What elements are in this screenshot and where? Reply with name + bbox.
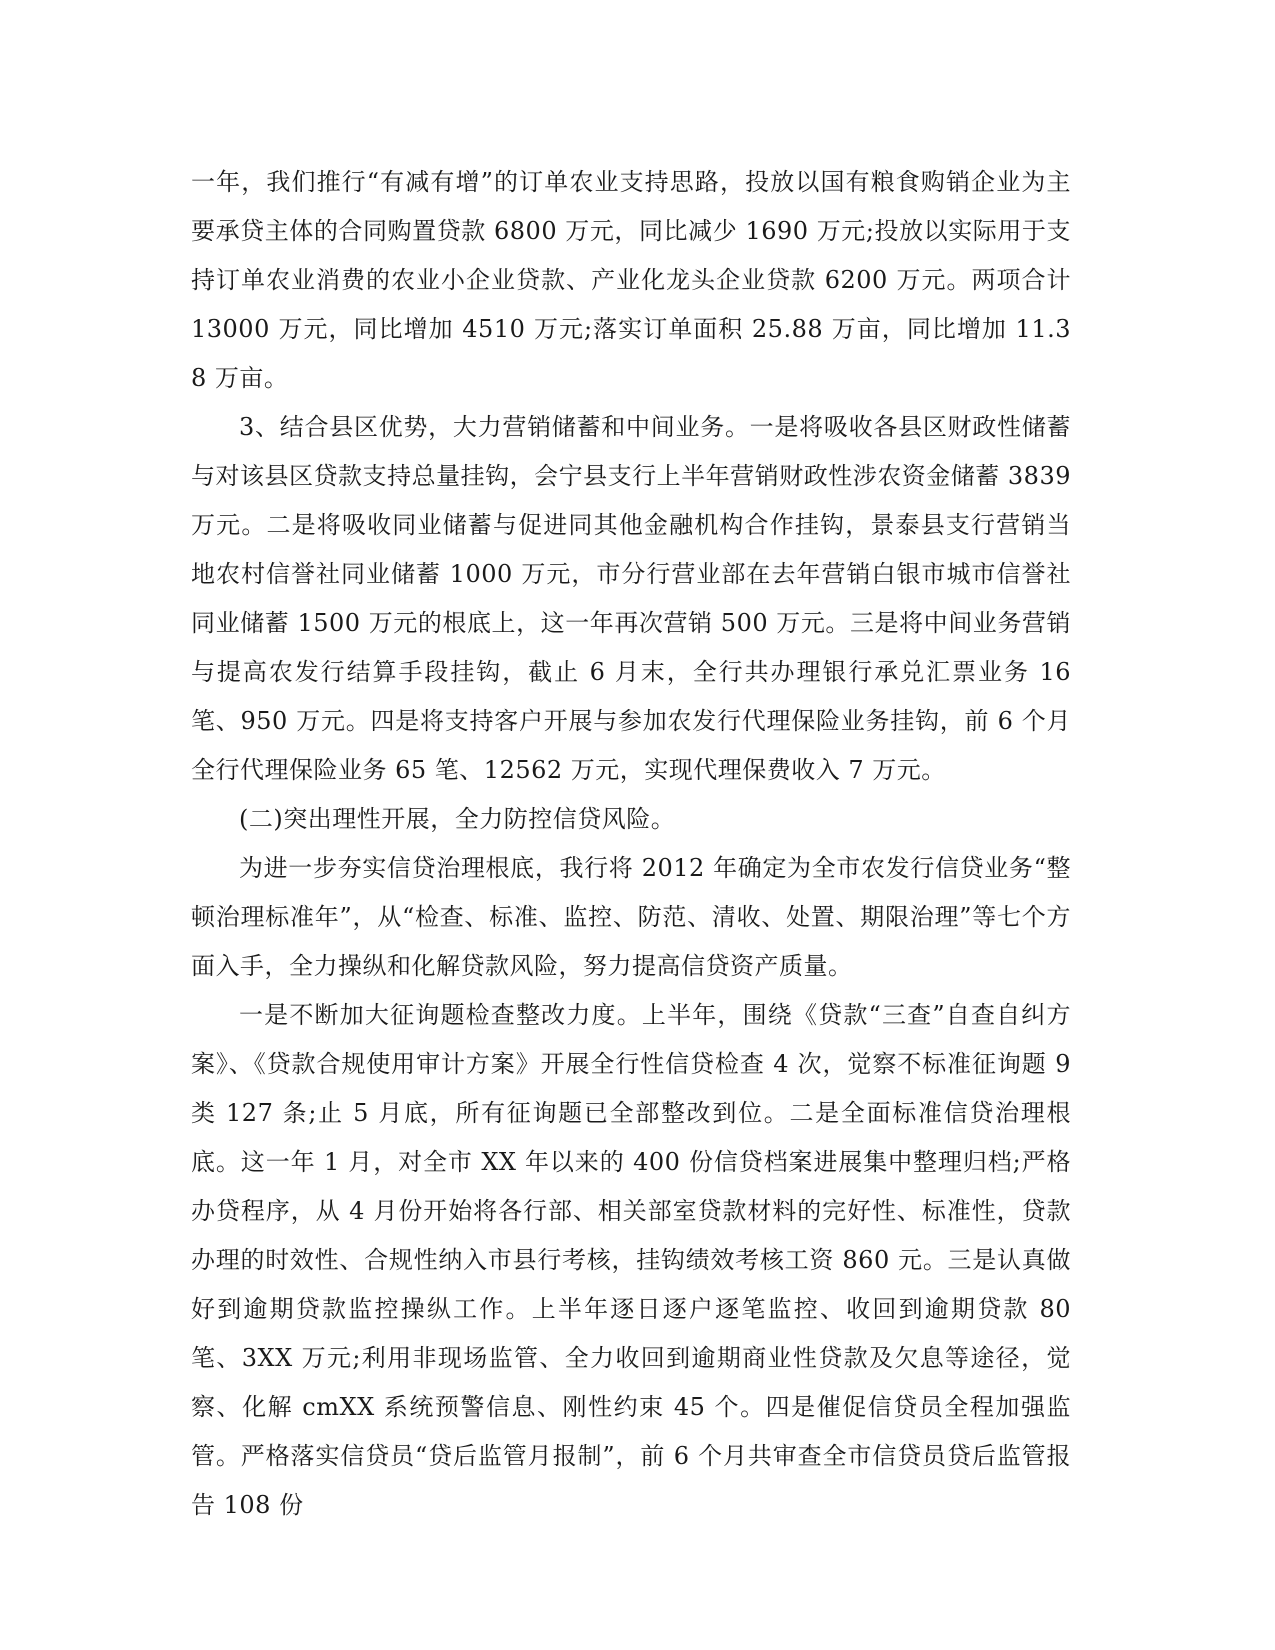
paragraph-order-agriculture-loans: 一年，我们推行“有减有增”的订单农业支持思路，投放以国有粮食购销企业为主要承贷主体的合同购置贷款 6800 万元，同比减少 1690 万元;投放以实际用于支持订单农业消费的农业小企业贷款、产业化龙头企业贷款 6200 万元。两项合计 13000 万元，同比增加 4510 万元;落实订单面积 25.88 万亩，同比增加 11.38 万亩。 (191, 168, 1071, 392)
paragraph-inspection-and-monitoring: 一是不断加大征询题检查整改力度。上半年，围绕《贷款“三查”自查自纠方案》、《贷款合规使用审计方案》开展全行性信贷检查 4 次，觉察不标准征询题 9 类 127 条;止 5 月底，所有征询题已全部整改到位。二是全面标准信贷治理根底。这一年 1 月，对全市 XX 年以来的 400 份信贷档案进展集中整理归档;严格办贷程序，从 4 月份开始将各行部、相关部室贷款材料的完好性、标准性，贷款办理的时效性、合规性纳入市县行考核，挂钩绩效考核工资 860 元。三是认真做好到逾期贷款监控操纵工作。上半年逐日逐户逐笔监控、收回到逾期贷款 80 笔、3XX 万元;利用非现场监管、全力收回到逾期商业性贷款及欠息等途径，觉察、化解 cmXX 系统预警信息、刚性约束 45 个。四是催促信贷员全程加强监管。严格落实信贷员“贷后监管月报制”，前 6 个月共审查全市信贷员贷后监管报告 108 份 (191, 1001, 1071, 1519)
paragraph-savings-and-intermediary-business: 3、结合县区优势，大力营销储蓄和中间业务。一是将吸收各县区财政性储蓄与对该县区贷款支持总量挂钩，会宁县支行上半年营销财政性涉农资金储蓄 3839 万元。二是将吸收同业储蓄与促进同其他金融机构合作挂钩，景泰县支行营销当地农村信誉社同业储蓄 1000 万元，市分行营业部在去年营销白银市城市信誉社同业储蓄 1500 万元的根底上，这一年再次营销 500 万元。三是将中间业务营销与提高农发行结算手段挂钩，截止 6 月末，全行共办理银行承兑汇票业务 16 笔、950 万元。四是将支持客户开展与参加农发行代理保险业务挂钩，前 6 个月全行代理保险业务 65 笔、12562 万元，实现代理保费收入 7 万元。 (191, 413, 1071, 784)
paragraph-credit-governance-year: 为进一步夯实信贷治理根底，我行将 2012 年确定为全市农发行信贷业务“整顿治理标准年”，从“检查、标准、监控、防范、清收、处置、期限治理”等七个方面入手，全力操纵和化解贷款风险，努力提高信贷资产质量。 (191, 854, 1071, 980)
document-body (191, 158, 1071, 1530)
section-heading-credit-risk: (二)突出理性开展，全力防控信贷风险。 (239, 805, 676, 833)
